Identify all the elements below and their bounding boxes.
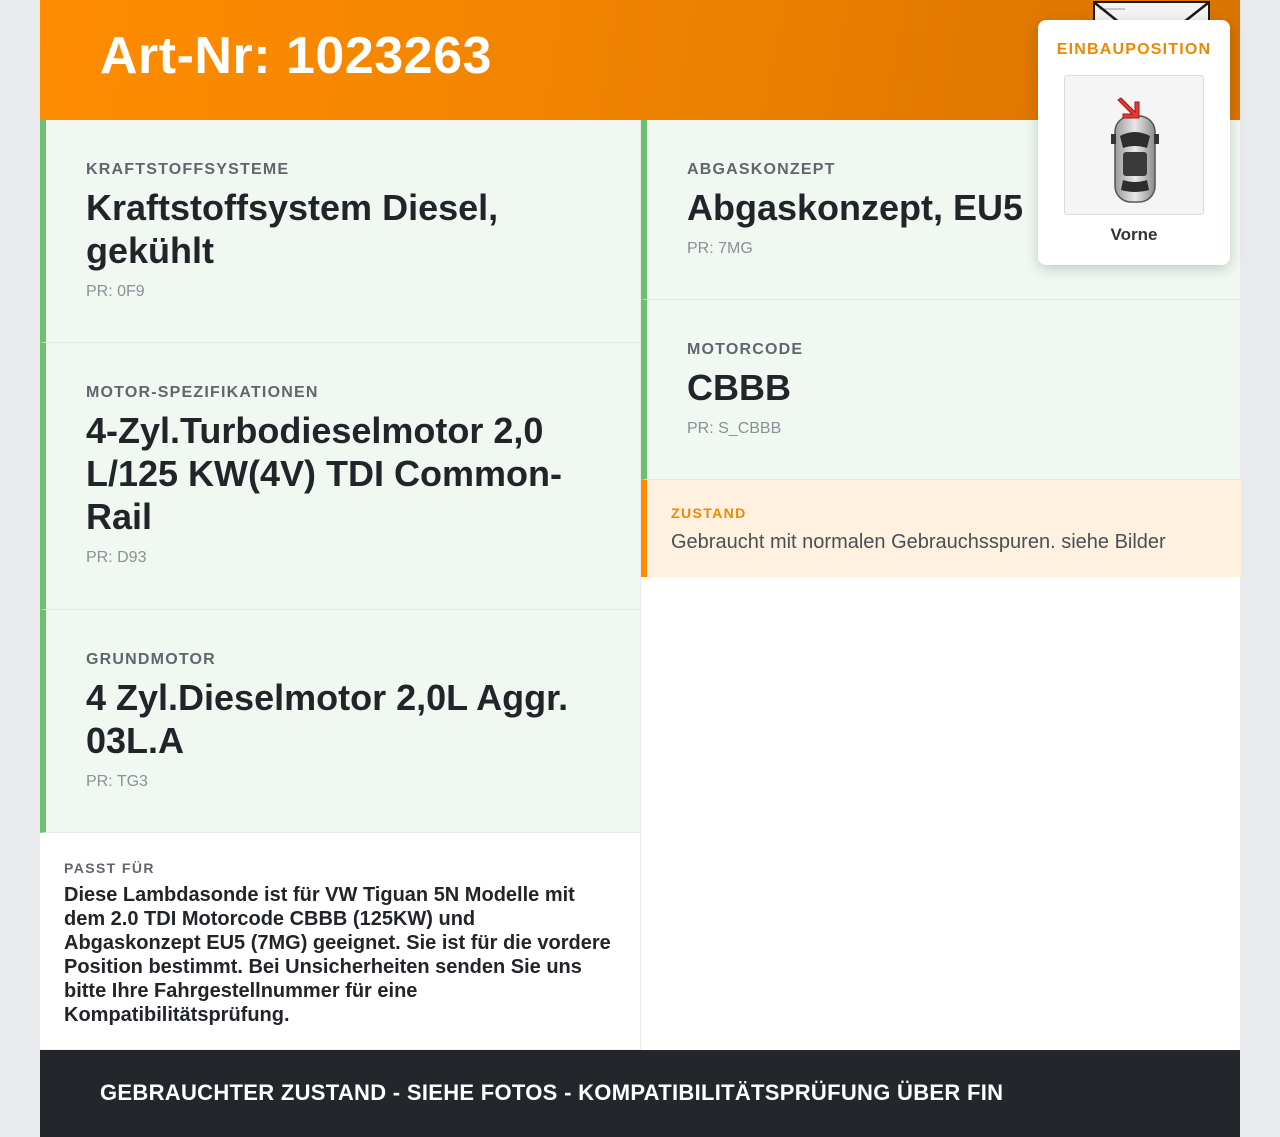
- card-kraftstoffsysteme: [40, 120, 640, 343]
- card-pr-code: PR: S_CBBB: [687, 420, 782, 437]
- card-pr-code: PR: 0F9: [86, 283, 145, 300]
- card-value: CBBB: [687, 367, 791, 408]
- card-label: ABGASKONZEPT: [687, 161, 836, 178]
- card-pr-code: PR: 7MG: [687, 240, 753, 257]
- einbauposition-value: Vorne: [1110, 225, 1158, 244]
- footer-text: GEBRAUCHTER ZUSTAND - SIEHE FOTOS - KOMPATIBILITÄTSPRÜFUNG ÜBER FIN: [100, 1080, 1004, 1105]
- card-value: 4-Zyl.Turbodieselmotor 2,0 L/125 KW(4V) TDI Common-Rail: [86, 410, 563, 537]
- card-grundmotor: [40, 610, 640, 833]
- front-arrow-icon: [1118, 98, 1139, 118]
- zustand-label: ZUSTAND: [671, 505, 747, 521]
- position-diagram: [1064, 75, 1204, 215]
- card-value: Abgaskonzept, EU5: [687, 187, 1024, 228]
- card-value: Kraftstoffsystem Diesel, gekühlt: [86, 187, 499, 271]
- card-label: GRUNDMOTOR: [86, 651, 216, 668]
- card-label: MOTOR-SPEZIFIKATIONEN: [86, 384, 319, 401]
- zustand-section: [641, 480, 1241, 577]
- card-label: KRAFTSTOFFSYSTEME: [86, 161, 290, 178]
- passt-fuer-text: Diese Lambdasonde ist für VW Tiguan 5N Modelle mit dem 2.0 TDI Motorcode CBBB (125KW) und Abgaskonzept EU5 (7MG) geeignet. Sie ist für die vordere Position bestimmt. Bei Unsicherheiten senden Sie uns bitte Ihre Fahrgestellnummer für eine Kompatibilitätsprüfung.: [64, 884, 611, 1026]
- article-number-title: Art-Nr: 1023263: [100, 27, 492, 85]
- passt-fuer-label: PASST FÜR: [64, 860, 155, 876]
- card-pr-code: PR: D93: [86, 549, 147, 566]
- page: [40, 0, 1240, 1137]
- zustand-text: Gebraucht mit normalen Gebrauchsspuren. siehe Bilder: [671, 531, 1166, 553]
- einbauposition-title: EINBAUPOSITION: [1056, 41, 1212, 58]
- card-pr-code: PR: TG3: [86, 773, 148, 790]
- einbauposition-popup: [1038, 20, 1230, 265]
- card-motor-spezifikationen: [40, 343, 640, 610]
- footer-bar: [40, 1050, 1240, 1137]
- card-motorcode: [641, 300, 1240, 480]
- passt-fuer-section: [40, 833, 640, 1050]
- card-value: 4 Zyl.Dieselmotor 2,0L Aggr. 03L.A: [86, 677, 569, 761]
- left-column: [40, 120, 640, 1050]
- card-label: MOTORCODE: [687, 341, 804, 358]
- car-top-view-icon: [1065, 76, 1203, 214]
